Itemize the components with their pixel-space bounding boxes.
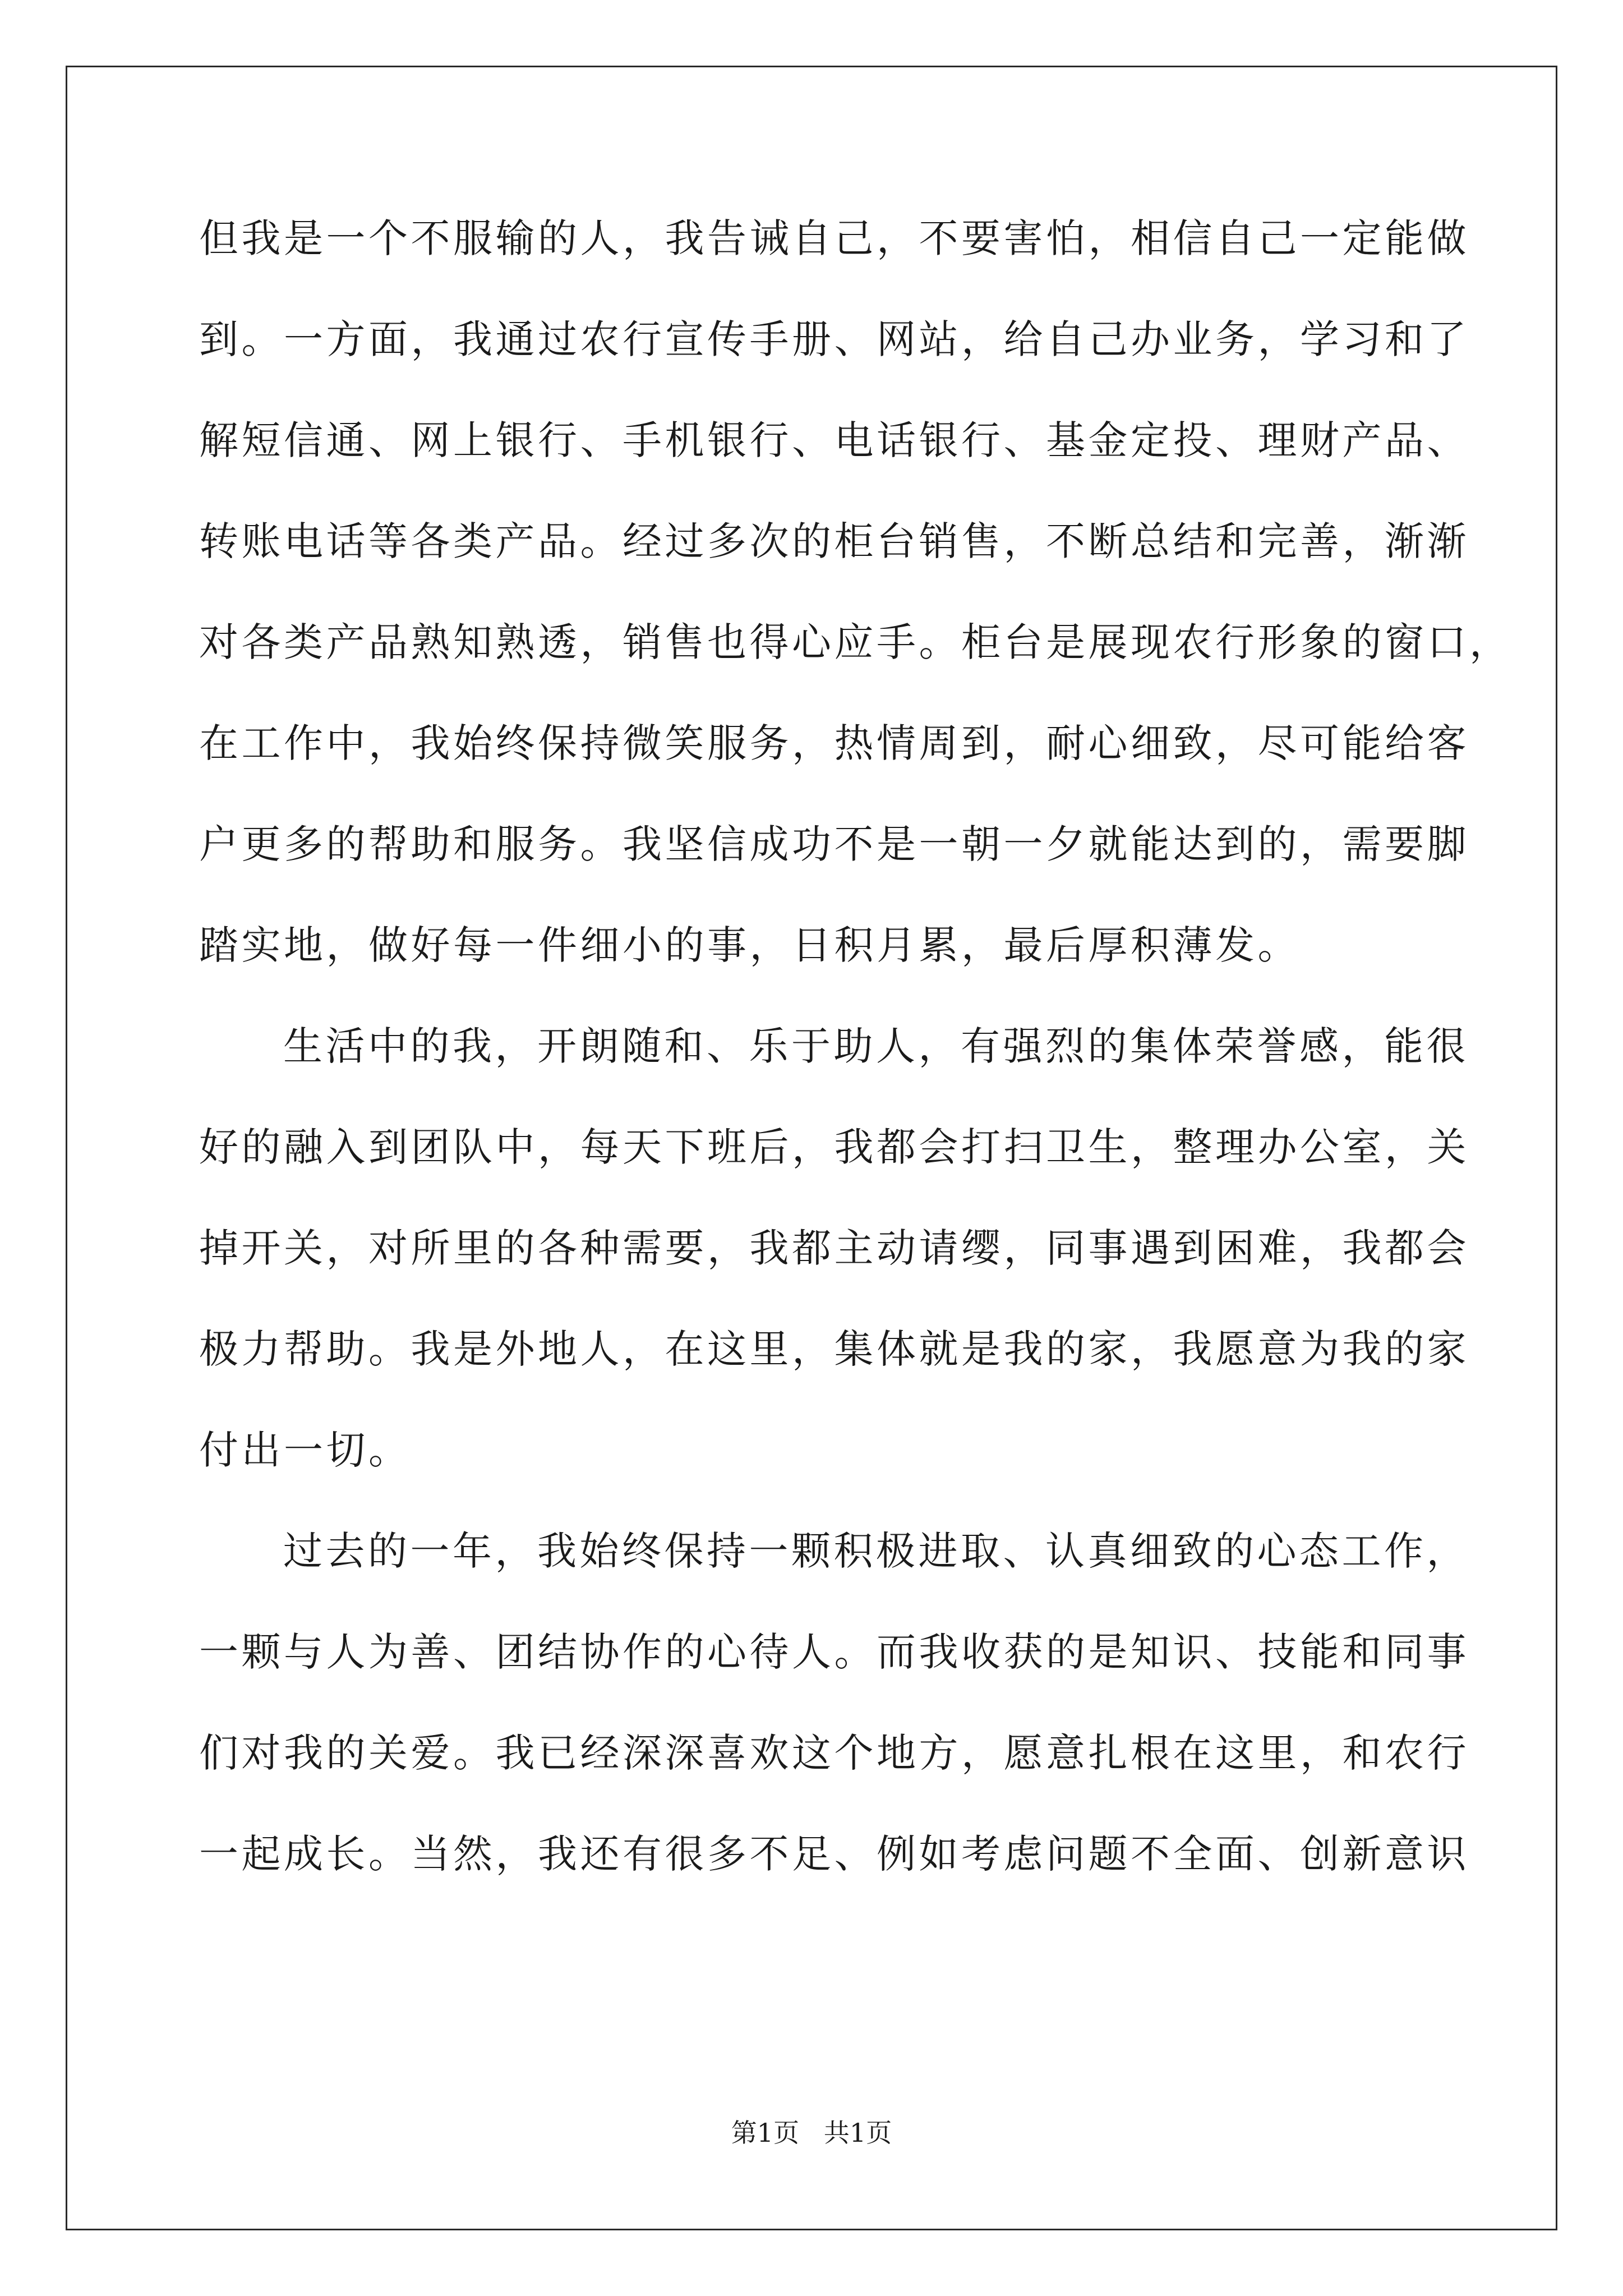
- document-body: [199, 205, 1512, 1921]
- text-line: 在工作中，我始终保持微笑服务，热情周到，耐心细致，尽可能给客: [199, 720, 1469, 766]
- text-line: 但我是一个不服输的人，我告诫自己，不要害怕，相信自己一定能做: [199, 215, 1469, 261]
- text-line: 对各类产品熟知熟透，销售也得心应手。柜台是展现农行形象的窗口，: [199, 619, 1512, 665]
- text-line: 们对我的关爱。我已经深深喜欢这个地方，愿意扎根在这里，和农行: [199, 1730, 1469, 1776]
- text-line: 一起成长。当然，我还有很多不足、例如考虑问题不全面、创新意识: [199, 1831, 1469, 1877]
- text-line: 踏实地，做好每一件细小的事，日积月累，最后厚积薄发。: [199, 922, 1300, 968]
- text-line: 一颗与人为善、团结协作的心待人。而我收获的是知识、技能和同事: [199, 1629, 1469, 1675]
- text-line: 解短信通、网上银行、手机银行、电话银行、基金定投、理财产品、: [199, 417, 1469, 463]
- paragraph-first-line: 过去的一年，我始终保持一颗积极进取、认真细致的心态工作，: [283, 1528, 1469, 1574]
- text-line: 转账电话等各类产品。经过多次的柜台销售，不断总结和完善，渐渐: [199, 518, 1469, 564]
- text-line: 户更多的帮助和服务。我坚信成功不是一朝一夕就能达到的，需要脚: [199, 821, 1469, 867]
- text-line: 极力帮助。我是外地人，在这里，集体就是我的家，我愿意为我的家: [199, 1326, 1469, 1372]
- text-line: 掉开关，对所里的各种需要，我都主动请缨，同事遇到困难，我都会: [199, 1225, 1469, 1271]
- paragraph-first-line: 生活中的我，开朗随和、乐于助人，有强烈的集体荣誉感，能很: [283, 1023, 1469, 1069]
- text-line: 好的融入到团队中，每天下班后，我都会打扫卫生，整理办公室，关: [199, 1124, 1469, 1170]
- page-number-footer: 第1页 共1页: [731, 2118, 892, 2148]
- text-line: 付出一切。: [199, 1427, 411, 1473]
- text-line: 到。一方面，我通过农行宣传手册、网站，给自己办业务，学习和了: [199, 316, 1469, 362]
